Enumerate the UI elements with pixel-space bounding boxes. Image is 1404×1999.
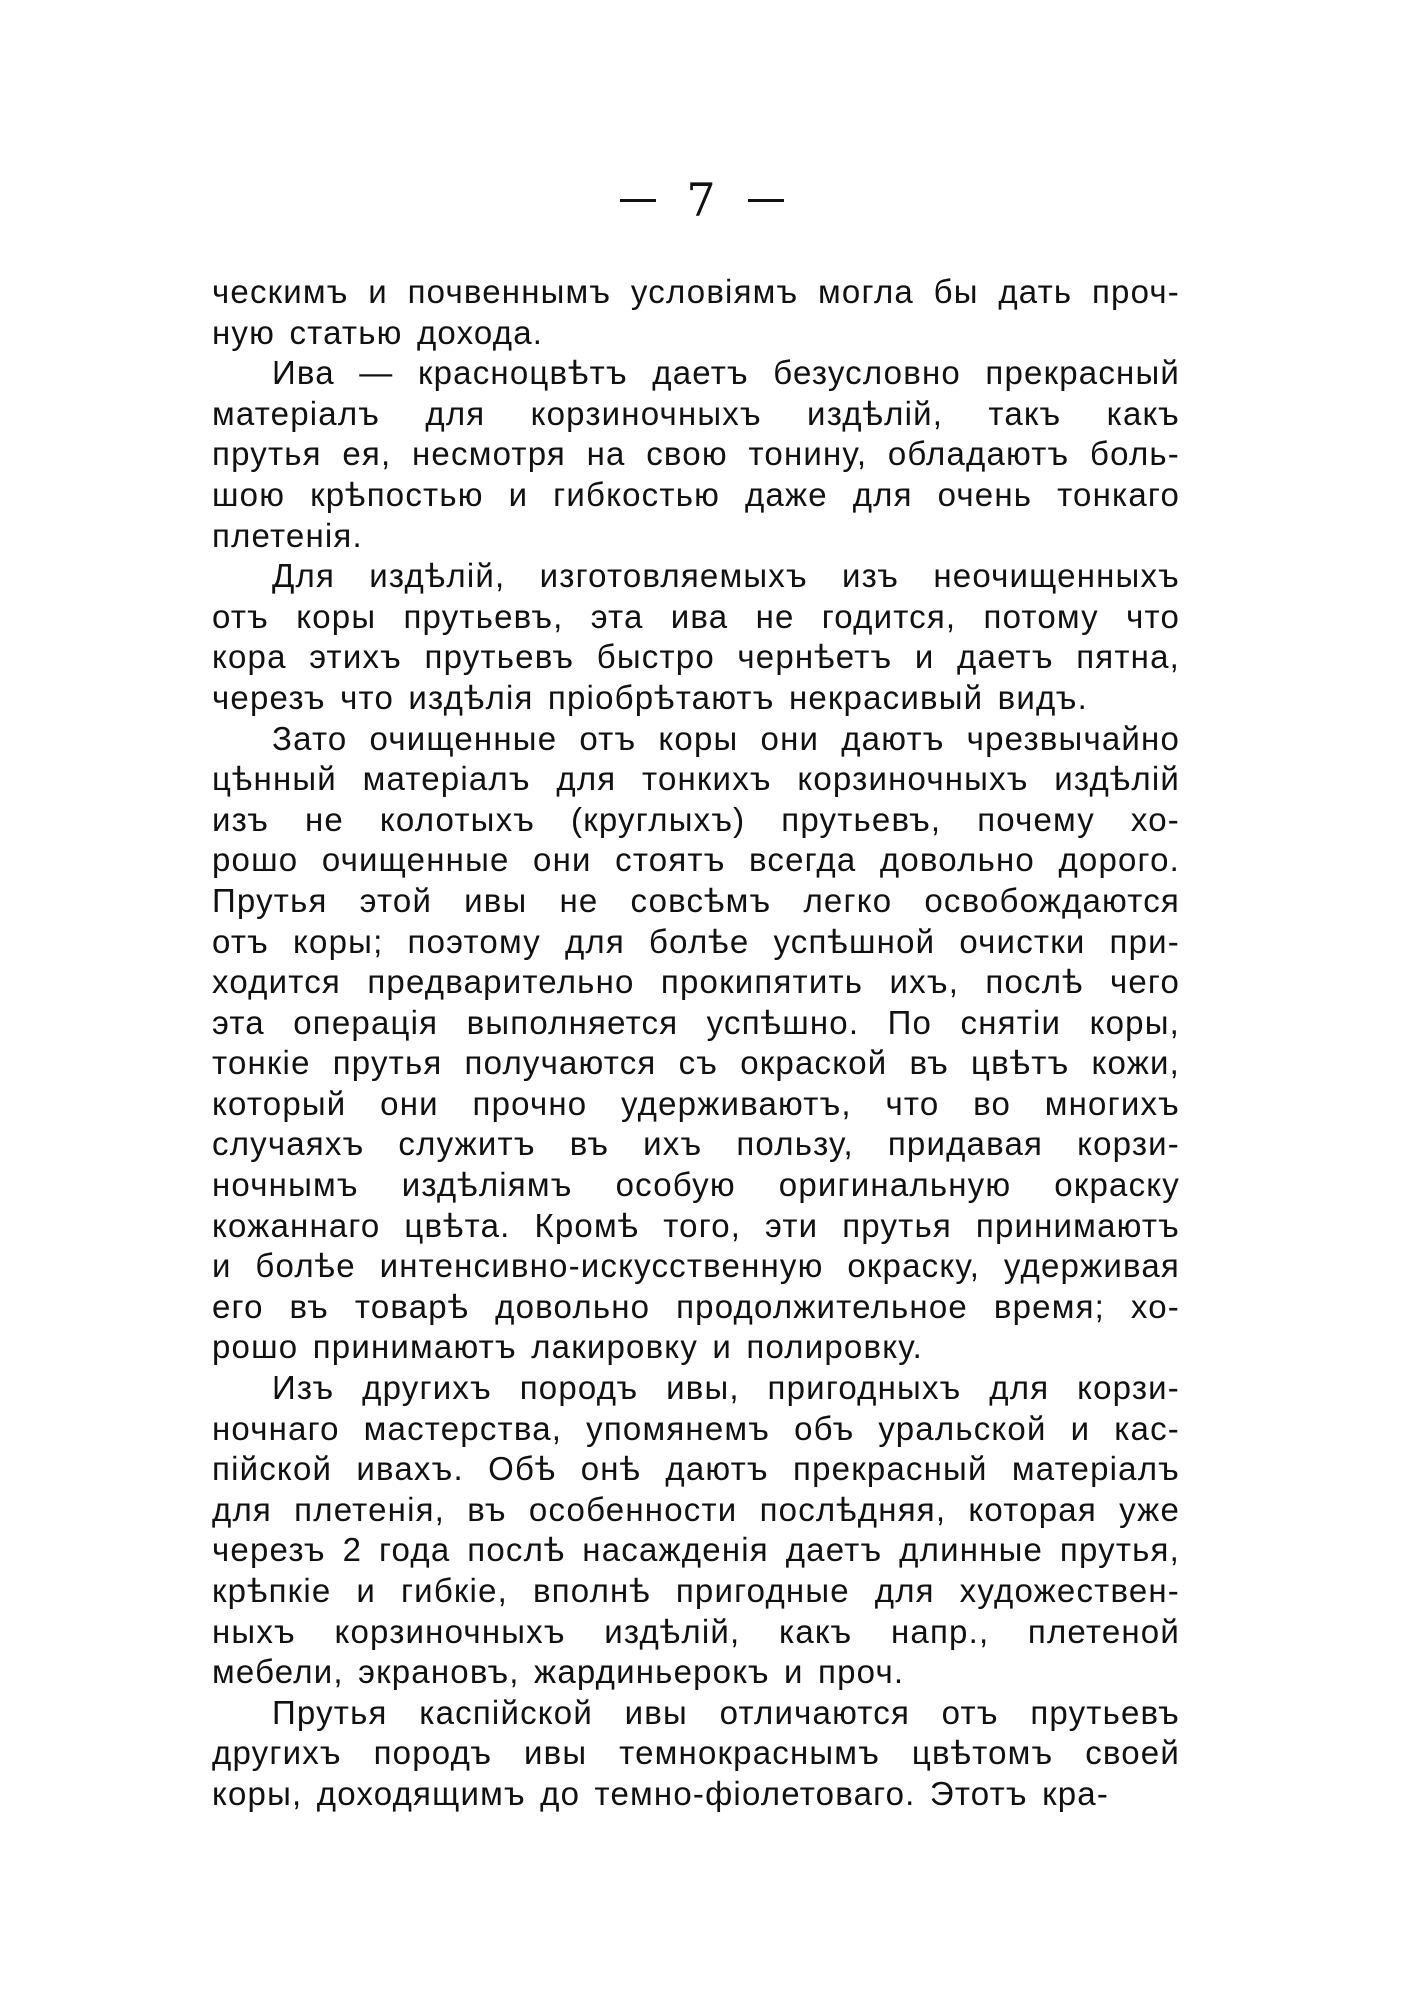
text-line: коры, доходящимъ до темно-фіолетоваго. Этотъ кра- — [212, 1774, 1110, 1812]
page-number: 7 — [686, 173, 718, 228]
header-dash-left — [620, 199, 656, 202]
text-line: ную статью дохода. — [212, 313, 544, 351]
text-line: тонкіе прутья получаются съ окраской въ цвѣтъ кожи, — [212, 1044, 1180, 1082]
text-line: случаяхъ служитъ въ ихъ пользу, придавая корзи- — [212, 1125, 1180, 1163]
text-line: другихъ породъ ивы темнокраснымъ цвѣтомъ своей — [212, 1734, 1180, 1772]
page-header — [0, 168, 1404, 230]
text-line: ночнаго мастерства, упомянемъ объ уральской и кас- — [212, 1409, 1180, 1447]
text-line: отъ коры прутьевъ, эта ива не годится, потому что — [212, 597, 1180, 635]
text-line: ночнымъ издѣліямъ особую оригинальную окраску — [212, 1166, 1180, 1204]
text-line: и болѣе интенсивно-искусственную окраску, удерживая — [212, 1247, 1180, 1285]
paragraph — [212, 353, 1180, 556]
text-line: который они прочно удерживаютъ, что во многихъ — [212, 1084, 1180, 1122]
text-line: шою крѣпостью и гибкостью даже для очень тонкаго — [212, 475, 1180, 513]
text-line: для плетенія, въ особенности послѣдняя, которая уже — [212, 1490, 1180, 1528]
text-line: Ива — красноцвѣтъ даетъ безусловно прекрасный — [272, 354, 1180, 392]
text-line: ныхъ корзиночныхъ издѣлій, какъ напр., плетеной — [212, 1612, 1180, 1650]
text-line: прутья ея, несмотря на свою тонину, обладаютъ боль- — [212, 435, 1180, 473]
paragraph — [212, 272, 1180, 353]
text-line: эта операція выполняется успѣшно. По снятіи коры, — [212, 1003, 1180, 1041]
text-line: рошо очищенные они стоятъ всегда довольно дорого. — [212, 841, 1180, 879]
text-line: кожаннаго цвѣта. Кромѣ того, эти прутья принимаютъ — [212, 1206, 1180, 1244]
paragraph — [212, 1693, 1180, 1815]
paragraph — [212, 556, 1180, 718]
body-text — [212, 272, 1180, 1815]
text-line: Прутья каспійской ивы отличаются отъ прутьевъ — [272, 1693, 1180, 1731]
paragraph — [212, 719, 1180, 1369]
text-line: Изъ другихъ породъ ивы, пригодныхъ для корзи- — [272, 1369, 1180, 1407]
header-dash-right — [748, 199, 784, 202]
text-line: Зато очищенные отъ коры они даютъ чрезвычайно — [272, 719, 1180, 757]
text-line: матеріалъ для корзиночныхъ издѣлій, такъ какъ — [212, 394, 1180, 432]
text-line: отъ коры; поэтому для болѣе успѣшной очистки при- — [212, 922, 1180, 960]
text-line: Для издѣлій, изготовляемыхъ изъ неочищенныхъ — [272, 557, 1180, 595]
text-line: крѣпкіе и гибкіе, вполнѣ пригодные для художествен- — [212, 1572, 1180, 1609]
text-line: черезъ что издѣлія пріобрѣтаютъ некрасивый видъ. — [212, 678, 1088, 716]
text-line: рошо принимаютъ лакировку и полировку. — [212, 1328, 923, 1366]
text-line: цѣнный матеріалъ для тонкихъ корзиночныхъ издѣлій — [212, 760, 1180, 798]
text-line: пійской ивахъ. Обѣ онѣ даютъ прекрасный матеріалъ — [212, 1450, 1180, 1488]
text-line: изъ не колотыхъ (круглыхъ) прутьевъ, почему хо- — [212, 800, 1180, 838]
text-line: кора этихъ прутьевъ быстро чернѣетъ и даетъ пятна, — [212, 638, 1180, 676]
text-line: ческимъ и почвеннымъ условіямъ могла бы дать проч- — [212, 273, 1180, 310]
paragraph — [212, 1368, 1180, 1693]
text-line: ходится предварительно прокипятить ихъ, послѣ чего — [212, 963, 1180, 1001]
text-line: черезъ 2 года послѣ насажденія даетъ длинные прутья, — [212, 1531, 1180, 1569]
text-line: плетенія. — [212, 516, 363, 554]
text-line: его въ товарѣ довольно продолжительное время; хо- — [212, 1287, 1180, 1325]
text-line: Прутья этой ивы не совсѣмъ легко освобождаются — [212, 881, 1180, 919]
text-line: мебели, экрановъ, жардиньерокъ и проч. — [212, 1653, 905, 1691]
